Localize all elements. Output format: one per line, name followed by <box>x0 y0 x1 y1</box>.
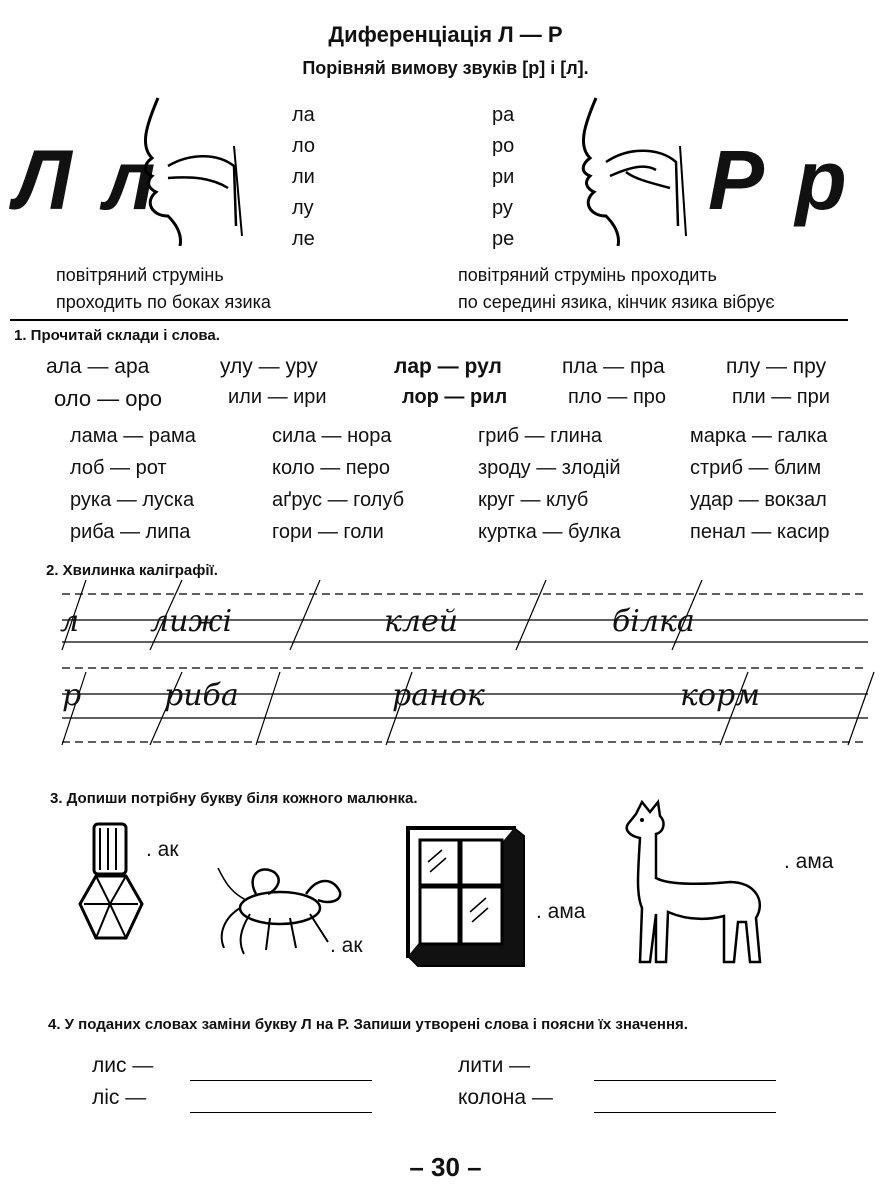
answer-line[interactable] <box>190 1080 372 1081</box>
description-l <box>56 262 271 316</box>
description-r-line: по середині язика, кінчик язика вібрує <box>458 292 775 312</box>
task-1-column-1 <box>70 420 196 548</box>
description-l-line: повітряний струмінь <box>56 265 224 285</box>
task-1-row-2 <box>0 386 891 416</box>
crayfish-icon <box>210 858 350 958</box>
letter-l-large: Л л <box>14 133 160 227</box>
task-1-column-3 <box>478 420 621 548</box>
word-pair: удар — вокзал <box>690 489 827 511</box>
syllable-pair: лор — рил <box>402 386 508 408</box>
description-l-line: проходить по боках язика <box>56 292 271 312</box>
calligraphy-sample: р <box>62 678 82 713</box>
word-pair: аґрус — голуб <box>272 489 405 511</box>
syllable-pair: оло — оро <box>54 386 163 411</box>
task-4-label: 4. У поданих словах заміни букву Л на Р. Запиши утворені слова і поясни їх значення. <box>48 1016 688 1033</box>
calligraphy-sample: корм <box>680 678 761 713</box>
syllable-r: ра <box>492 104 515 126</box>
calligraphy-sample: л <box>60 604 80 639</box>
word-to-change: лис — <box>92 1054 154 1077</box>
syllable-pair: пло — про <box>568 386 667 408</box>
answer-line[interactable] <box>190 1112 372 1113</box>
syllable-r: ре <box>492 228 515 250</box>
syllable-pair: или — ири <box>228 386 327 408</box>
syllable-l: ла <box>292 104 315 126</box>
calligraphy-sample: лижі <box>150 604 233 639</box>
syllable-r: ри <box>492 166 515 188</box>
page-title: Диференціація Л — Р <box>328 22 563 47</box>
syllable-l: ле <box>292 228 315 250</box>
syllable-pair: улу — уру <box>220 355 318 378</box>
word-pair: лама — рама <box>70 425 196 447</box>
syllable-l: ло <box>292 135 316 157</box>
syllable-pair: пла — пра <box>562 355 665 378</box>
word-pair: лоб — рот <box>70 457 167 479</box>
syllables-l-column <box>292 100 315 255</box>
word-pair: круг — клуб <box>478 489 589 511</box>
word-pair: пенал — касир <box>690 521 830 543</box>
word-pair: коло — перо <box>272 457 390 479</box>
word-pair: гори — голи <box>272 521 384 543</box>
picture-answer: . ама <box>536 900 586 923</box>
word-to-change: колона — <box>458 1086 553 1109</box>
task-2-label: 2. Хвилинка каліграфії. <box>46 562 218 579</box>
word-to-change: ліс — <box>92 1086 147 1109</box>
task-3-label: 3. Допиши потрібну букву біля кожного малюнка. <box>50 790 418 807</box>
word-pair: сила — нора <box>272 425 392 447</box>
description-r <box>458 262 775 316</box>
llama-icon <box>620 798 770 968</box>
page-subtitle: Порівняй вимову звуків [р] і [л]. <box>302 58 589 78</box>
task-1-column-2 <box>272 420 404 548</box>
word-pair: зроду — злодій <box>478 457 621 479</box>
picture-answer: . ама <box>784 850 834 873</box>
syllable-pair: ала — ара <box>46 355 150 378</box>
answer-line[interactable] <box>594 1112 776 1113</box>
calligraphy-sample: ранок <box>392 678 485 713</box>
description-r-line: повітряний струмінь проходить <box>458 265 717 285</box>
word-pair: марка — галка <box>690 425 828 447</box>
word-pair: рука — луска <box>70 489 195 511</box>
picture-answer: . ак <box>330 934 363 957</box>
syllable-l: ли <box>292 166 315 188</box>
syllable-pair: лар — рул <box>394 355 502 378</box>
mouth-profile-r-icon <box>576 96 696 246</box>
word-pair: куртка — булка <box>478 521 621 543</box>
section-divider <box>10 319 848 321</box>
task-1-row-1 <box>0 355 891 385</box>
syllable-pair: плу — пру <box>726 355 827 378</box>
calligraphy-sample: риба <box>164 678 239 713</box>
calligraphy-sample: білка <box>612 604 695 639</box>
letter-r-large: Р р <box>708 133 851 227</box>
syllable-r: ру <box>492 197 513 219</box>
syllable-pair: пли — при <box>732 386 830 408</box>
window-icon <box>402 822 526 968</box>
syllable-r: ро <box>492 135 515 157</box>
page-number: – 30 – <box>409 1152 482 1182</box>
calligraphy-sample: клей <box>384 604 459 639</box>
word-pair: риба — липа <box>70 521 191 543</box>
picture-answer: . ак <box>146 838 179 861</box>
word-pair: гриб — глина <box>478 425 603 447</box>
word-to-change: лити — <box>458 1054 531 1077</box>
syllables-r-column <box>492 100 514 255</box>
nail-polish-icon <box>76 820 146 944</box>
answer-line[interactable] <box>594 1080 776 1081</box>
syllable-l: лу <box>292 197 314 219</box>
word-pair: стриб — блим <box>690 457 822 479</box>
task-1-column-4 <box>690 420 830 548</box>
task-1-label: 1. Прочитай склади і слова. <box>14 327 220 344</box>
mouth-profile-l-icon <box>138 96 248 246</box>
